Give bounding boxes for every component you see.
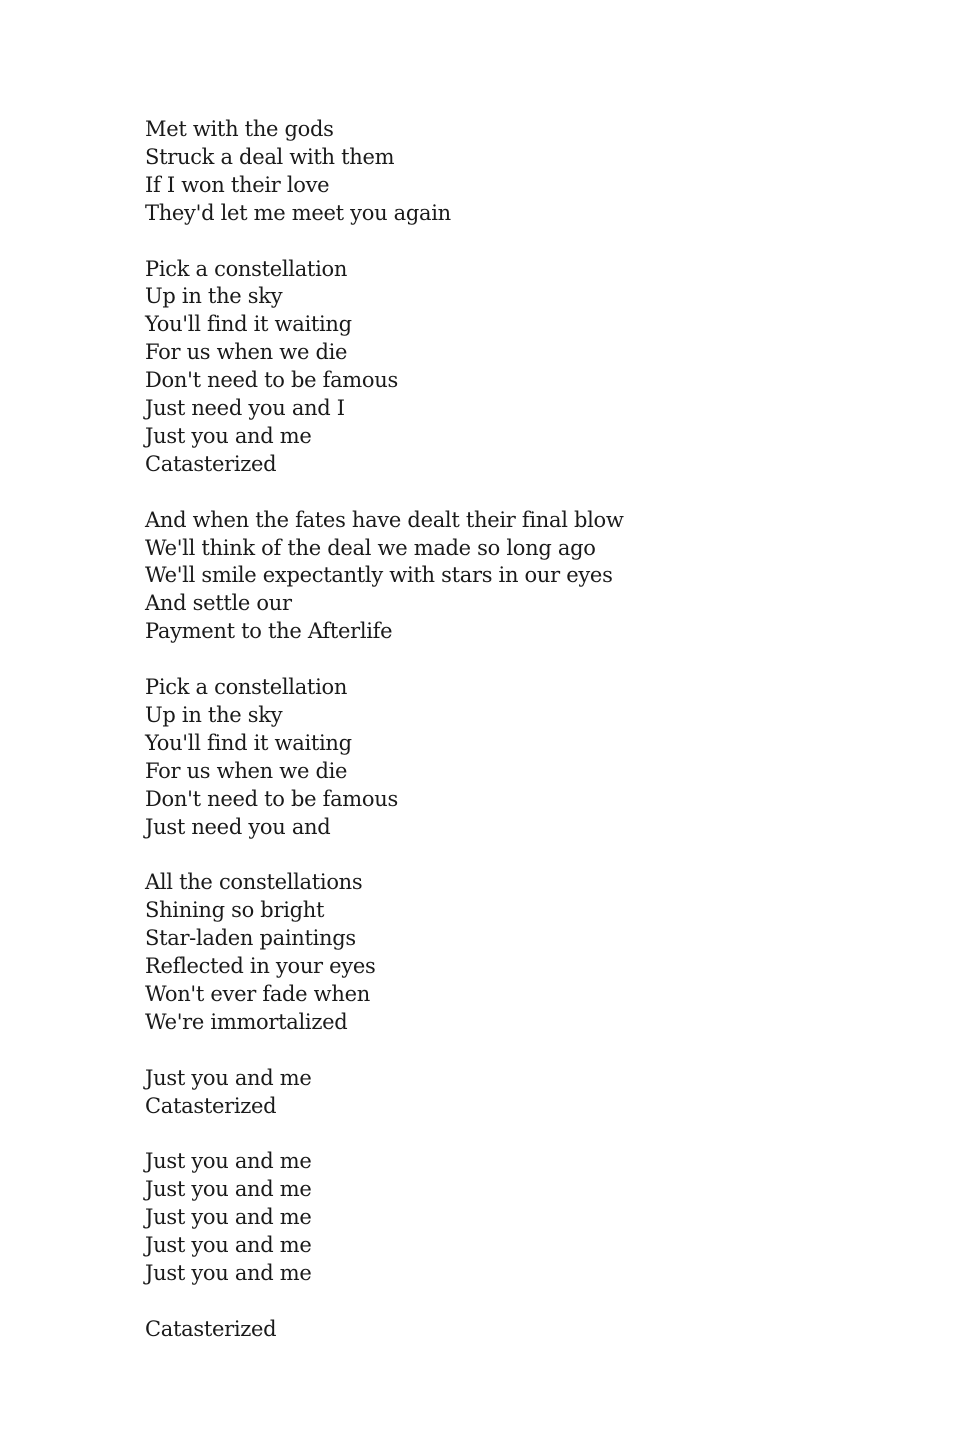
lyric-line: Met with the gods: [145, 117, 334, 141]
stanza: [145, 256, 905, 479]
lyric-line: We'll think of the deal we made so long ago: [145, 535, 596, 560]
lyric-line: Reflected in your eyes: [145, 954, 376, 979]
lyric-line: And when the fates have dealt their final blow: [145, 507, 624, 532]
lyric-line: Don't need to be famous: [145, 368, 398, 393]
lyric-line: You'll find it waiting: [145, 730, 352, 755]
lyric-line: Just you and me: [145, 1233, 312, 1258]
lyric-line: Just you and me: [145, 1261, 312, 1286]
lyric-line: Pick a constellation: [145, 256, 348, 281]
lyric-line: They'd let me meet you again: [145, 200, 451, 225]
stanza: [145, 1148, 905, 1288]
lyric-line: Just need you and: [145, 814, 331, 839]
lyrics-body: [145, 116, 905, 1372]
lyric-line: We'll smile expectantly with stars in our eyes: [145, 563, 613, 588]
stanza: [145, 1316, 905, 1344]
lyric-line: If I won their love: [145, 172, 330, 197]
lyric-line: Up in the sky: [145, 702, 283, 727]
lyric-line: Catasterized: [145, 1093, 277, 1118]
lyric-line: For us when we die: [145, 758, 348, 783]
stanza: [145, 116, 905, 228]
lyric-line: Shining so bright: [145, 898, 325, 923]
lyric-line: We're immortalized: [145, 1009, 348, 1034]
lyric-line: All the constellations: [145, 870, 363, 895]
lyric-line: Just you and me: [145, 1065, 312, 1090]
lyric-line: You'll find it waiting: [145, 312, 352, 337]
lyric-line: Just need you and I: [145, 396, 345, 421]
stanza: [145, 674, 905, 841]
stanza: [145, 1065, 905, 1121]
lyric-line: Just you and me: [145, 423, 312, 448]
lyric-line: Catasterized: [145, 451, 277, 476]
lyric-line: Star-laden paintings: [145, 926, 356, 951]
lyric-line: Struck a deal with them: [145, 144, 395, 169]
stanza: [145, 507, 905, 647]
lyric-line: Catasterized: [145, 1316, 277, 1341]
lyric-line: Pick a constellation: [145, 675, 348, 700]
lyric-line: Just you and me: [145, 1149, 312, 1174]
lyric-line: Don't need to be famous: [145, 786, 398, 811]
lyric-line: Just you and me: [145, 1177, 312, 1202]
lyric-line: Just you and me: [145, 1205, 312, 1230]
lyric-line: And settle our: [145, 591, 292, 616]
lyric-line: Won't ever fade when: [145, 982, 370, 1007]
stanza: [145, 869, 905, 1036]
lyric-line: Payment to the Afterlife: [145, 619, 393, 644]
lyric-line: For us when we die: [145, 340, 348, 365]
lyric-line: Up in the sky: [145, 284, 283, 309]
